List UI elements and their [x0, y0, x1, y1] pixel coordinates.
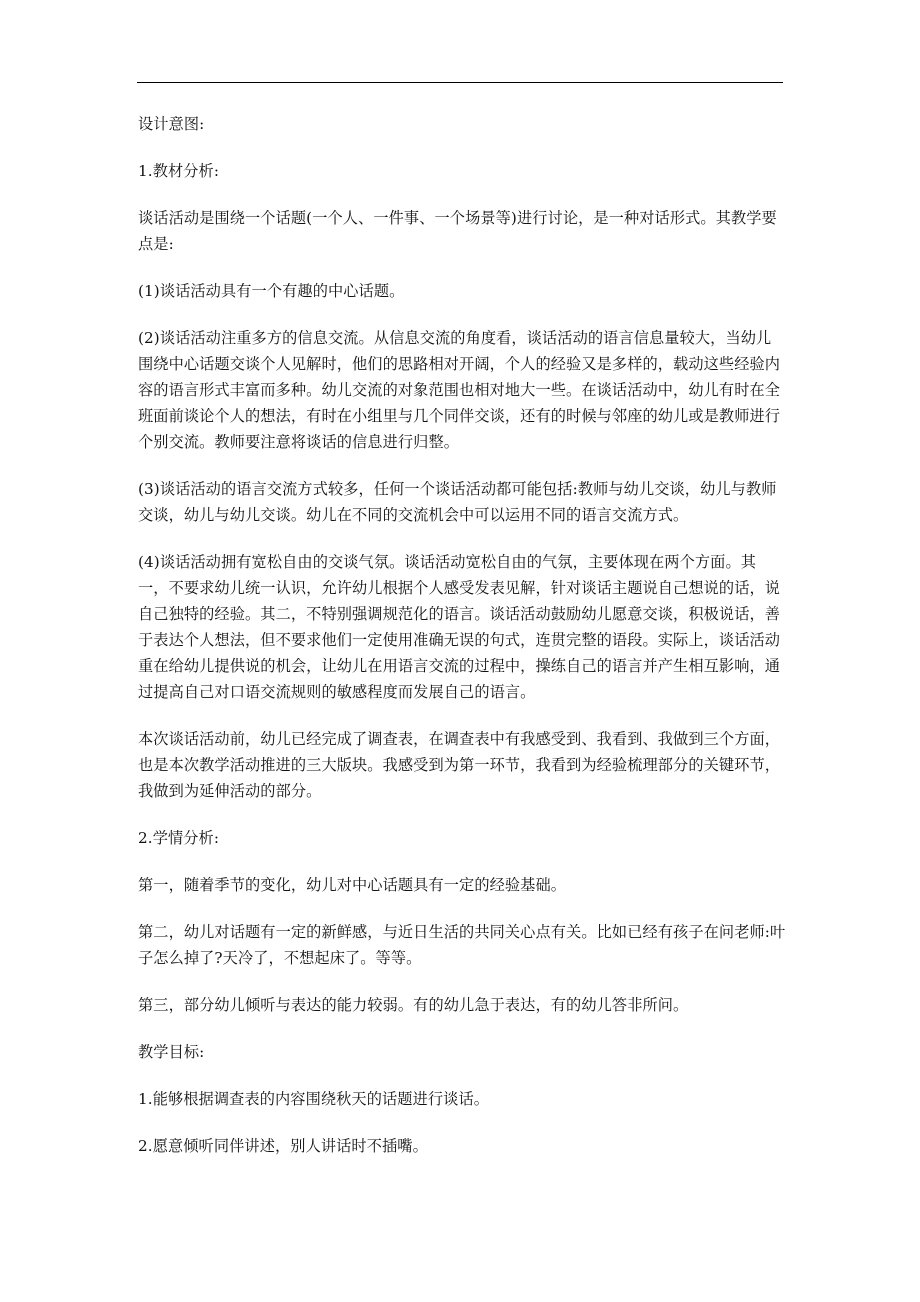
paragraph-goal-1: 1.能够根据调查表的内容围绕秋天的话题进行谈话。	[138, 1090, 490, 1108]
paragraph-point-2: (2)谈话活动注重多方的信息交流。从信息交流的角度看，谈话活动的语言信息量较大，当幼儿围绕中心话题交谈个人见解时，他们的思路相对开阔，个人的经验又是多样的，载动这些经验内容的语言形式丰富而多种。幼儿交流的对象范围也相对地大一些。在谈话活动中，幼儿有时在全班面前谈论个人的想法，有时在小组里与几个同伴交谈，还有的时候与邻座的幼儿或是教师进行个别交流。教师要注意将谈话的信息进行归整。	[138, 329, 781, 451]
paragraph-goal-2: 2.愿意倾听同伴讲述，别人讲话时不插嘴。	[138, 1137, 428, 1155]
paragraph-point-4: (4)谈话活动拥有宽松自由的交谈气氛。谈话活动宽松自由的气氛，主要体现在两个方面。其一，不要求幼儿统一认识，允许幼儿根据个人感受发表见解，针对谈话主题说自己想说的话，说自己独特的经验。其二，不特别强调规范化的语言。谈话活动鼓励幼儿愿意交谈，积极说话，善于表达个人想法，但不要求他们一定使用准确无误的句式，连贯完整的语段。实际上，谈话活动重在给幼儿提供说的机会，让幼儿在用语言交流的过程中，操练自己的语言并产生相互影响，通过提高自己对口语交流规则的敏感程度而发展自己的语言。	[138, 553, 781, 701]
paragraph-activity-overview: 本次谈话活动前，幼儿已经完成了调查表，在调查表中有我感受到、我看到、我做到三个方面，也是本次教学活动推进的三大版块。我感受到为第一环节，我看到为经验梳理部分的关键环节，我做到为延伸活动的部分。	[138, 730, 781, 800]
document-body	[138, 111, 786, 1180]
paragraph-learner-first: 第一，随着季节的变化，幼儿对中心话题具有一定的经验基础。	[138, 876, 567, 894]
subheading-learner-analysis: 2.学情分析:	[138, 829, 220, 847]
header-rule	[137, 82, 783, 83]
section-heading-teaching-goals: 教学目标:	[138, 1043, 205, 1061]
subheading-material-analysis: 1.教材分析:	[138, 162, 220, 180]
paragraph-point-1: (1)谈话活动具有一个有趣的中心话题。	[138, 282, 405, 300]
paragraph-learner-second: 第二，幼儿对话题有一定的新鲜感，与近日生活的共同关心点有关。比如已经有孩子在问老师:叶子怎么掉了?天冷了，不想起床了。等等。	[138, 923, 786, 967]
section-heading-design-intent: 设计意图:	[138, 115, 205, 133]
paragraph-intro: 谈话活动是围绕一个话题(一个人、一件事、一个场景等)进行讨论，是一种对话形式。其教学要点是:	[138, 209, 777, 253]
paragraph-learner-third: 第三，部分幼儿倾听与表达的能力较弱。有的幼儿急于表达，有的幼儿答非所问。	[138, 996, 689, 1014]
paragraph-point-3: (3)谈话活动的语言交流方式较多，任何一个谈话活动都可能包括:教师与幼儿交谈，幼儿与教师交谈，幼儿与幼儿交谈。幼儿在不同的交流机会中可以运用不同的语言交流方式。	[138, 480, 777, 524]
